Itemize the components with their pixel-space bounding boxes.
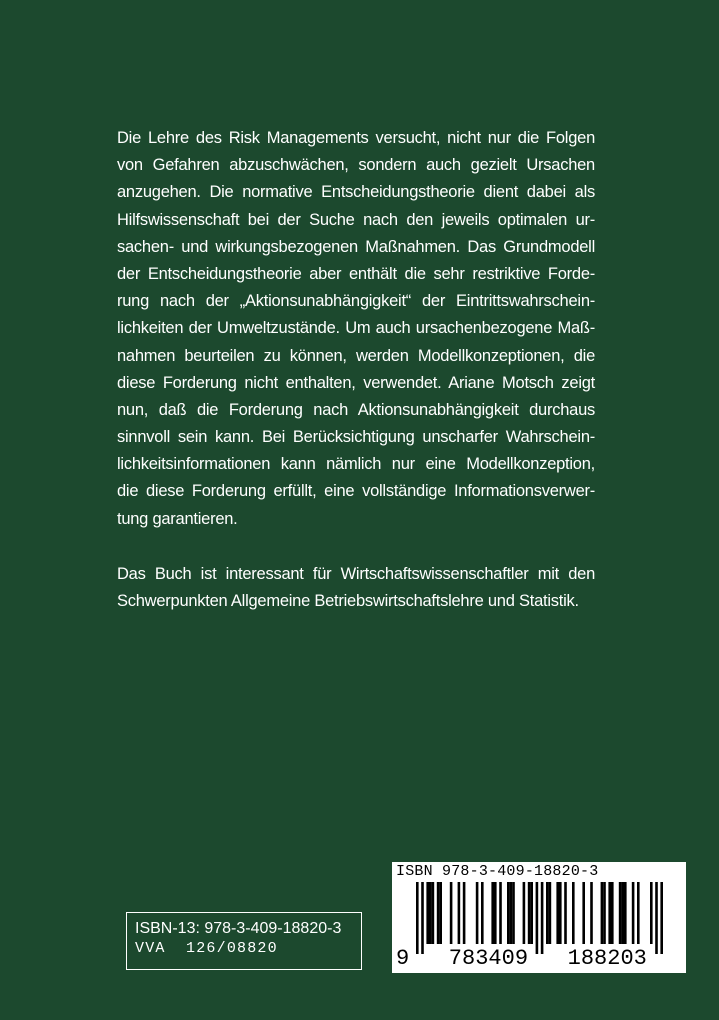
barcode-guard-bar: [660, 882, 663, 954]
barcode-bar: [611, 882, 614, 944]
barcode-guard-bar: [421, 882, 424, 954]
isbn-13-text: ISBN-13: 978-3-409-18820-3: [135, 920, 342, 937]
barcode-digits: [396, 946, 647, 971]
barcode-first-digit: 9: [396, 946, 410, 971]
barcode-bar: [463, 882, 466, 944]
barcode-bar: [603, 882, 606, 944]
barcode-bar: [429, 882, 432, 944]
barcode-bar: [549, 882, 552, 944]
barcode-guard-bar: [536, 882, 539, 954]
barcode-bar: [556, 882, 559, 944]
blurb-line: die diese Forderung erfüllt, eine vollständige Informationsverwer-: [117, 482, 595, 501]
barcode-bar: [507, 882, 510, 944]
blurb-paragraph-1: [117, 125, 595, 533]
blurb-line: anzugehen. Die normative Entscheidungstheorie dient dabei als: [117, 183, 595, 202]
barcode-bar: [450, 882, 453, 944]
blurb-line: sinnvoll sein kann. Bei Berücksichtigung unscharfer Wahrschein-: [117, 428, 595, 447]
blurb-text: [117, 125, 595, 615]
barcode-bar: [601, 882, 604, 944]
blurb-line: Die Lehre des Risk Managements versucht, nicht nur die Folgen: [117, 129, 595, 147]
barcode-bar: [637, 882, 640, 944]
blurb-paragraph-2: [117, 561, 595, 615]
barcode-bar: [512, 882, 515, 944]
barcode-guard-bar: [416, 882, 419, 954]
barcode-guard-bar: [541, 882, 544, 954]
barcode-bar: [499, 882, 502, 944]
barcode-digit-groups: 783409 188203: [409, 946, 647, 971]
blurb-line: von Gefahren abzuschwächen, sondern auch gezielt Ursachen: [117, 156, 595, 175]
barcode-bar: [530, 882, 533, 944]
barcode-bar: [621, 882, 624, 944]
blurb-line: lichkeiten der Umweltzustände. Um auch ursachenbezogene Maß-: [117, 319, 595, 338]
barcode-bar: [426, 882, 429, 944]
barcode-bar: [439, 882, 442, 944]
barcode-guard-bar: [655, 882, 658, 954]
barcode-bar: [491, 882, 494, 944]
blurb-line: rung nach der „Aktionsunabhängigkeit“ der Eintrittswahrschein-: [117, 292, 595, 311]
barcode-bar: [582, 882, 585, 944]
blurb-line: lichkeitsinformationen kann nämlich nur eine Modellkonzeption,: [117, 455, 595, 474]
barcode-bar: [528, 882, 531, 944]
blurb-line: diese Forderung nicht enthalten, verwendet. Ariane Motsch zeigt: [117, 373, 595, 392]
barcode-bar: [476, 882, 479, 944]
barcode-bar: [494, 882, 497, 944]
isbn-info-box: [126, 912, 362, 970]
blurb-line: Das Buch ist interessant für Wirtschaftswissenschaftler mit den: [117, 564, 595, 583]
barcode-panel: [392, 862, 686, 973]
order-number-text: VVA 126/08820: [135, 940, 278, 957]
barcode-bar: [650, 882, 653, 944]
barcode-bar: [559, 882, 562, 944]
barcode-bar: [481, 882, 484, 944]
barcode-bar: [437, 882, 440, 944]
blurb-line: Hilfswissenschaft bei der Suche nach den jeweils optimalen ur-: [117, 210, 595, 229]
barcode-bar: [523, 882, 526, 944]
blurb-line: nun, daß die Forderung nach Aktionsunabhängigkeit durchaus: [117, 400, 595, 419]
barcode-bar: [510, 882, 513, 944]
barcode-bar: [608, 882, 611, 944]
barcode-bar: [619, 882, 622, 944]
blurb-line: der Entscheidungstheorie aber enthält die sehr restriktive Forde-: [117, 264, 595, 283]
barcode-bar: [632, 882, 635, 944]
blurb-line: tung garantieren.: [117, 509, 238, 528]
blurb-line: nahmen beurteilen zu können, werden Modellkonzeptionen, die: [117, 346, 595, 365]
barcode-bar: [546, 882, 549, 944]
barcode-bar: [432, 882, 435, 944]
barcode-bar: [572, 882, 575, 944]
barcode-isbn-label: ISBN 978-3-409-18820-3: [396, 863, 599, 880]
barcode-bar: [590, 882, 593, 944]
barcode-bar: [564, 882, 567, 944]
barcode-bar: [458, 882, 461, 944]
blurb-line: Schwerpunkten Allgemeine Betriebswirtschaftslehre und Statistik.: [117, 592, 579, 610]
barcode-bar: [624, 882, 627, 944]
blurb-line: sachen- und wirkungsbezogenen Maßnahmen. Das Grundmodell: [117, 237, 595, 256]
